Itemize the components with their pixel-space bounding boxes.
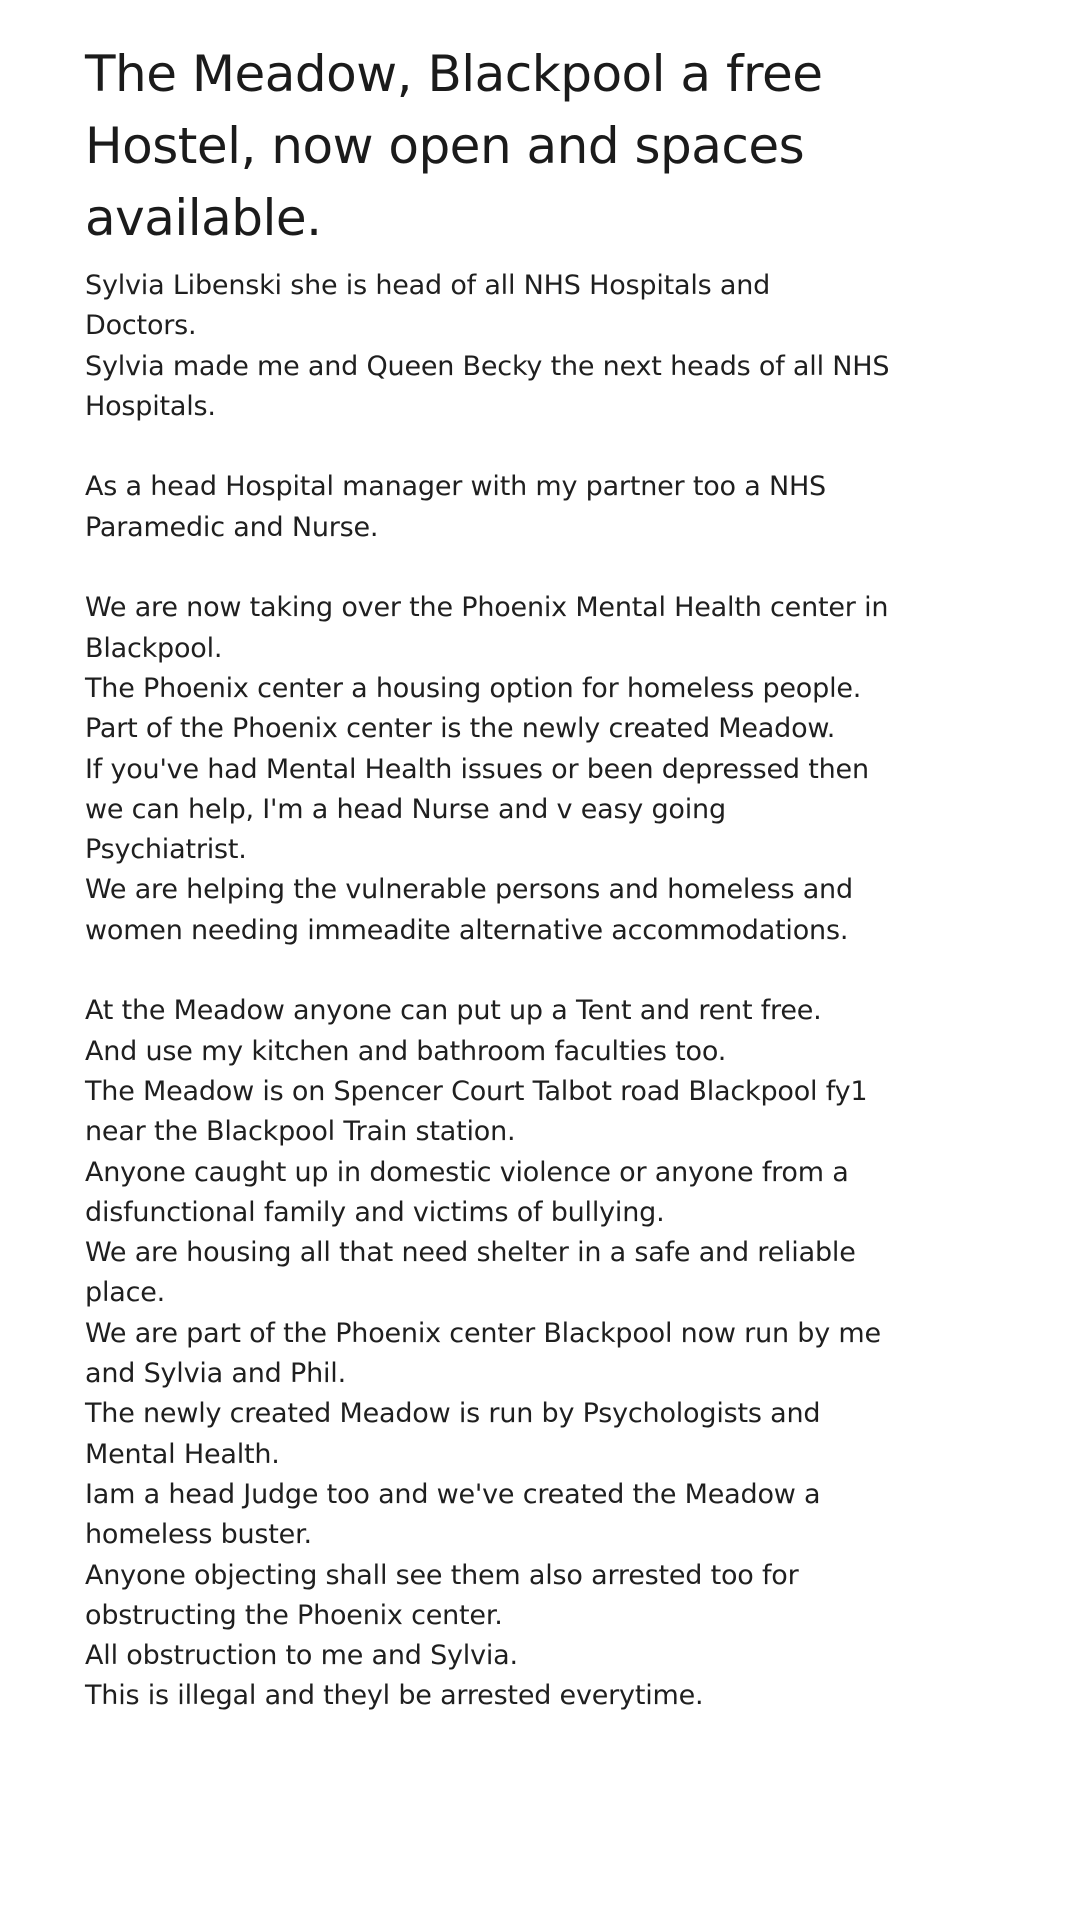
text-line: We are housing all that need shelter in a safe and reliable	[85, 1237, 856, 1269]
text-line	[85, 548, 1040, 588]
text-line: The Meadow is on Spencer Court Talbot road Blackpool fy1	[85, 1075, 868, 1107]
text-line: Doctors.	[85, 310, 197, 342]
text-line: disfunctional family and victims of bullying.	[85, 1196, 665, 1228]
text-line: homeless buster.	[85, 1519, 312, 1551]
text-line: We are now taking over the Phoenix Mental Health center in	[85, 592, 889, 624]
text-line: available.	[85, 189, 322, 247]
text-line: The Meadow, Blackpool a free	[85, 45, 823, 103]
text-line: This is illegal and theyl be arrested everytime.	[85, 1680, 704, 1712]
text-line: The newly created Meadow is run by Psychologists and	[85, 1398, 821, 1430]
text-line: And use my kitchen and bathroom faculties too.	[85, 1035, 727, 1067]
text-line: we can help, I'm a head Nurse and v easy going	[85, 793, 726, 825]
text-line: Blackpool.	[85, 632, 223, 664]
text-line: As a head Hospital manager with my partner too a NHS	[85, 471, 826, 503]
text-line	[85, 427, 1040, 467]
text-line: near the Blackpool Train station.	[85, 1116, 516, 1148]
text-line: If you've had Mental Health issues or been depressed then	[85, 753, 869, 785]
text-line: Paramedic and Nurse.	[85, 511, 379, 543]
text-line: obstructing the Phoenix center.	[85, 1599, 503, 1631]
text-line: We are part of the Phoenix center Blackpool now run by me	[85, 1317, 881, 1349]
text-line: Iam a head Judge too and we've created the Meadow a	[85, 1478, 821, 1510]
text-line: women needing immeadite alternative accommodations.	[85, 914, 849, 946]
body-text	[85, 266, 1040, 1717]
text-line: place.	[85, 1277, 166, 1309]
text-line: Mental Health.	[85, 1438, 280, 1470]
text-line: We are helping the vulnerable persons and homeless and	[85, 874, 853, 906]
text-line: At the Meadow anyone can put up a Tent and rent free.	[85, 995, 822, 1027]
text-line: and Sylvia and Phil.	[85, 1358, 346, 1390]
page-title	[85, 38, 1040, 254]
text-line: Anyone objecting shall see them also arrested too for	[85, 1559, 799, 1591]
text-line: Psychiatrist.	[85, 834, 247, 866]
text-line: Sylvia made me and Queen Becky the next heads of all NHS	[85, 350, 890, 382]
text-line	[85, 951, 1040, 991]
text-line: All obstruction to me and Sylvia.	[85, 1640, 518, 1672]
text-line: The Phoenix center a housing option for homeless people.	[85, 672, 862, 704]
text-line: Hostel, now open and spaces	[85, 117, 805, 175]
text-line: Anyone caught up in domestic violence or anyone from a	[85, 1156, 849, 1188]
text-line: Sylvia Libenski she is head of all NHS Hospitals and	[85, 270, 771, 301]
text-line: Part of the Phoenix center is the newly created Meadow.	[85, 713, 836, 745]
text-line: Hospitals.	[85, 390, 216, 422]
